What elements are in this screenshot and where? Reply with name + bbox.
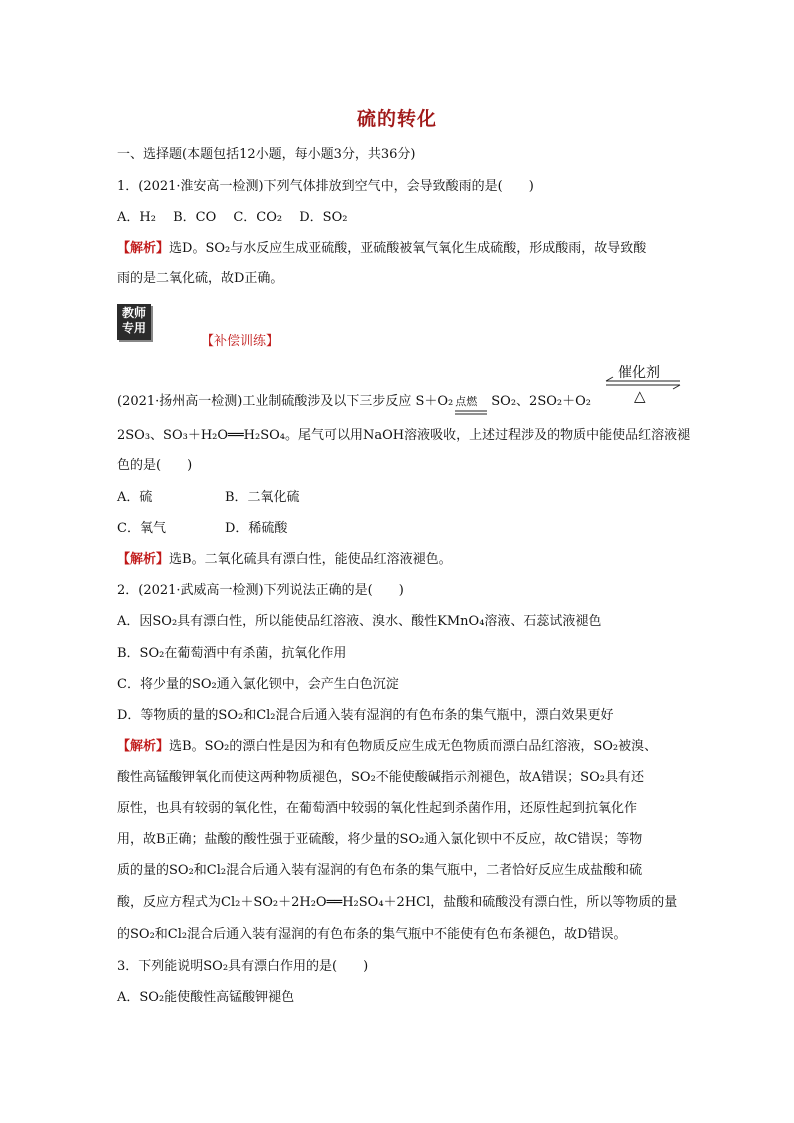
supp-stem-1a: (2021·扬州高一检测)工业制硫酸涉及以下三步反应 S＋O₂: [117, 394, 454, 409]
q2-analysis-7: 的SO₂和Cl₂混合后通入装有湿润的有色布条的集气瓶中不能使有色布条褪色，故D错误。: [117, 927, 627, 942]
badge-line2: 专用: [121, 321, 146, 335]
q2-analysis-3: 原性，也具有较弱的氧化性，在葡萄酒中较弱的氧化性起到杀菌作用，还原性起到抗氧化作: [117, 801, 638, 816]
supp-option-d: D．稀硫酸: [225, 521, 288, 536]
q2-option-b: B．SO₂在葡萄酒中有杀菌，抗氧化作用: [117, 646, 347, 661]
q2-analysis-5: 质的量的SO₂和Cl₂混合后通入装有湿润的有色布条的集气瓶中，二者恰好反应生成盐酸和硫: [117, 863, 643, 878]
teacher-only-badge: [117, 304, 151, 340]
q1-analysis-cont: 雨的是二氧化硫，故D正确。: [117, 271, 284, 286]
q2-analysis-4: 用，故B正确；盐酸的酸性强于亚硫酸，将少量的SO₂通入氯化钡中不反应，故C错误；等物: [117, 832, 643, 847]
q2-analysis: [117, 737, 657, 757]
badge-line1: 教师: [121, 306, 146, 320]
analysis-label: 【解析】: [117, 739, 170, 754]
ignite-label: 点燃: [455, 395, 478, 408]
q1-options: A．H₂ B．CO C．CO₂ D．SO₂: [117, 210, 348, 225]
supp-analysis-text: 选B。二氧化硫具有漂白性，能使品红溶液褪色。: [169, 552, 452, 567]
q2-stem: 2．(2021·武威高一检测)下列说法正确的是( ): [117, 583, 404, 598]
q2-option-c: C．将少量的SO₂通入氯化钡中，会产生白色沉淀: [117, 677, 399, 692]
supp-stem-1: [117, 392, 591, 412]
analysis-label: 【解析】: [117, 552, 170, 567]
q2-option-d: D．等物质的量的SO₂和Cl₂混合后通入装有湿润的有色布条的集气瓶中，漂白效果更好: [117, 708, 614, 723]
analysis-label: 【解析】: [117, 241, 170, 256]
q3-option-a: A．SO₂能使酸性高锰酸钾褪色: [117, 990, 295, 1005]
q3-stem: 3．下列能说明SO₂具有漂白作用的是( ): [117, 959, 369, 974]
supp-analysis: [117, 550, 452, 570]
supplement-label: 【补偿训练】: [201, 334, 280, 349]
page-title: 硫的转化: [356, 108, 437, 130]
equals-arrow-icon: [453, 409, 489, 419]
supp-option-c: C．氧气: [117, 521, 166, 536]
q2-analysis-text: 选B。SO₂的漂白性是因为和有色物质反应生成无色物质而漂白品红溶液，SO₂被溴、: [169, 739, 658, 754]
q2-option-a: A．因SO₂具有漂白性，所以能使品红溶液、溴水、酸性KMnO₄溶液、石蕊试液褪色: [117, 614, 602, 629]
supp-option-a: A．硫: [117, 490, 153, 505]
catalyst-label: 催化剂: [618, 365, 660, 381]
q1-analysis-text: 选D。SO₂与水反应生成亚硫酸，亚硫酸被氧气氧化生成硫酸，形成酸雨，故导致酸: [169, 241, 647, 256]
q1-stem: 1．(2021·淮安高一检测)下列气体排放到空气中，会导致酸雨的是( ): [117, 179, 534, 194]
q2-analysis-2: 酸性高锰酸钾氧化而使这两种物质褪色，SO₂不能使酸碱指示剂褪色，故A错误；SO₂具有还: [117, 770, 644, 785]
supp-stem-1b: SO₂、2SO₂＋O₂: [491, 394, 591, 409]
q1-analysis: [117, 239, 646, 259]
catalyst-condition: [604, 362, 682, 406]
q2-analysis-6: 酸，反应方程式为Cl₂＋SO₂＋2H₂O══H₂SO₄＋2HCl，盐酸和硫酸没有漂白性，所以等物质的量: [117, 895, 678, 910]
supp-stem-2: 2SO₃、SO₃＋H₂O══H₂SO₄。尾气可以用NaOH溶液吸收，上述过程涉及的物质中能使品红溶液褪: [117, 428, 691, 443]
section-heading: 一、选择题(本题包括12小题，每小题3分，共36分): [117, 147, 416, 162]
supp-option-b: B．二氧化硫: [225, 490, 300, 505]
supp-stem-3: 色的是( ): [117, 458, 193, 473]
heat-symbol: △: [634, 387, 646, 405]
